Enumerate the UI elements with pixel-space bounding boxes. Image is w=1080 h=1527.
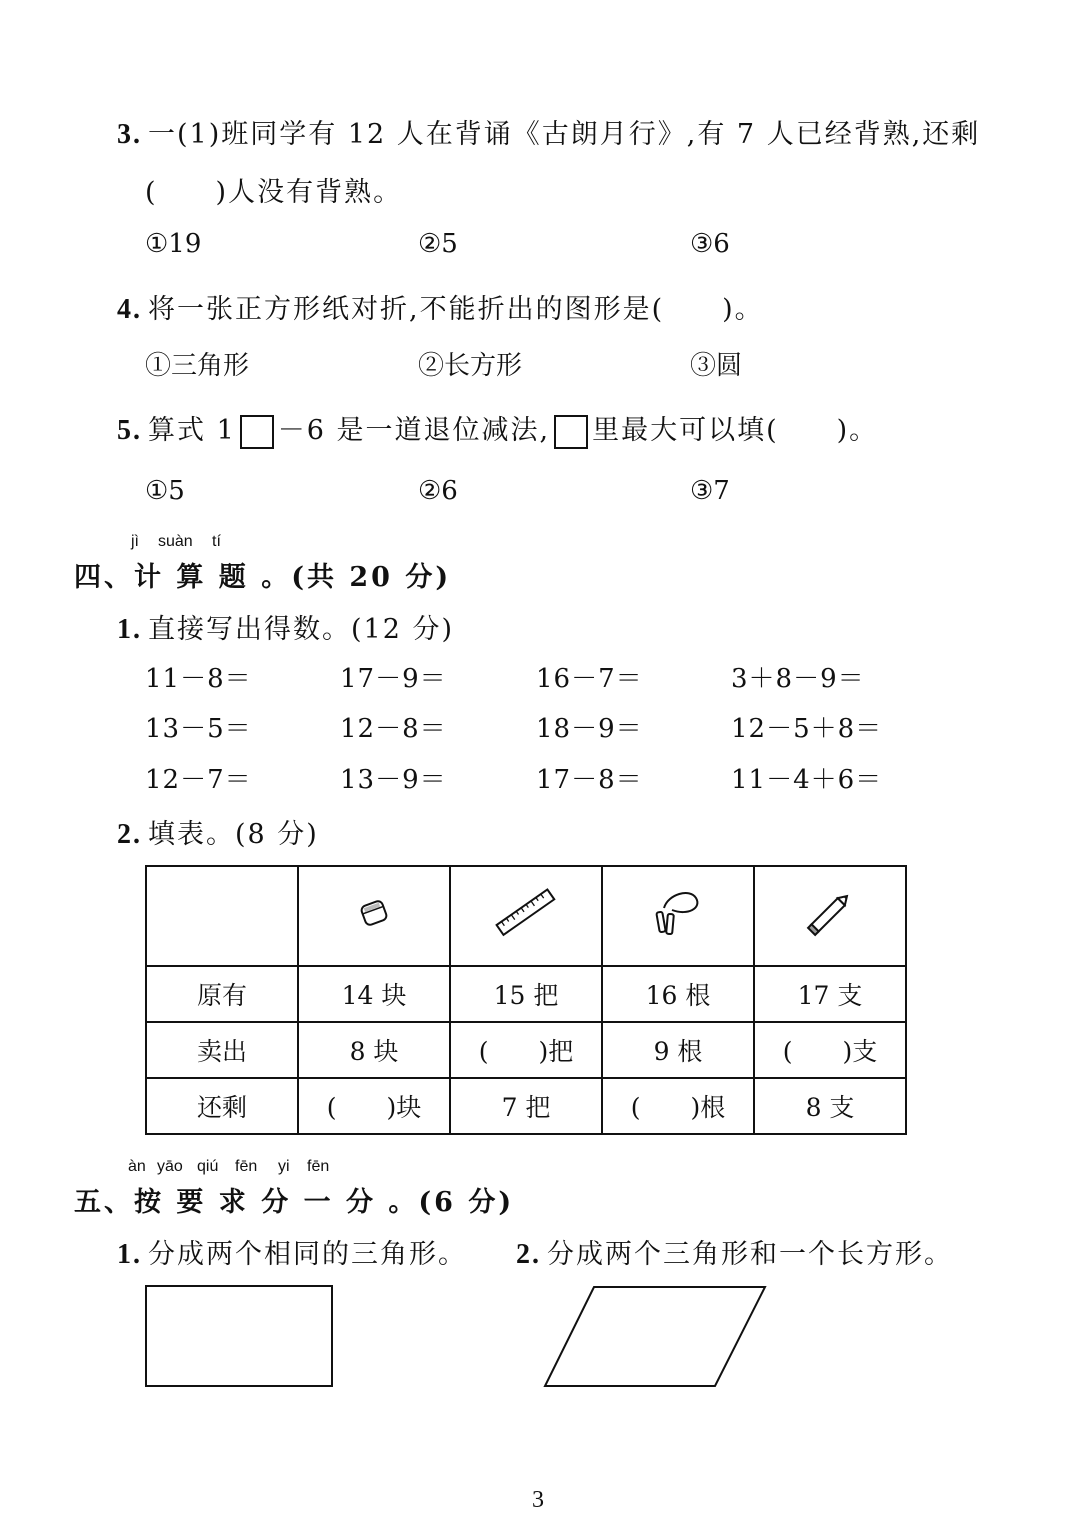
question-3-line2: ( )人没有背熟。 (145, 177, 403, 208)
table-row (146, 1022, 906, 1078)
pinyin: tí (212, 533, 221, 550)
calc-item: 17－9＝ (340, 664, 447, 694)
fill-table (145, 865, 907, 1135)
question-number: 5. (117, 415, 142, 446)
question-4 (117, 287, 764, 326)
question-text: 直接写出得数。(12 分) (148, 614, 455, 645)
question-text-c: 里最大可以填( )。 (592, 415, 879, 446)
question-3 (117, 112, 980, 151)
table-cell: 15 把 (450, 966, 602, 1022)
question-text: 一(1)班同学有 12 人在背诵《古朗月行》,有 7 人已经背熟,还剩 (148, 119, 981, 150)
option[interactable]: ②6 (418, 476, 458, 506)
calc-item: 17－8＝ (536, 765, 643, 795)
table-row (146, 966, 906, 1022)
calc-item: 12－5＋8＝ (731, 714, 883, 744)
calc-item: 11－4＋6＝ (731, 765, 883, 795)
blank-box (554, 415, 588, 449)
table-cell: 还剩 (146, 1078, 298, 1134)
option[interactable]: ③圆 (690, 351, 743, 381)
question-number: 3. (117, 119, 142, 150)
pinyin: jì (131, 533, 139, 550)
answer-blank-cell[interactable]: ( )支 (754, 1022, 906, 1078)
table-header-row (146, 866, 906, 966)
question-number: 2. (117, 819, 142, 850)
pinyin: àn (128, 1158, 146, 1175)
eraser-cell (298, 866, 450, 966)
question-4-1 (117, 607, 454, 646)
rectangle-figure[interactable] (140, 1280, 340, 1392)
option[interactable]: ①5 (145, 476, 185, 506)
jump-rope-cell (602, 866, 754, 966)
option[interactable]: ①三角形 (145, 351, 250, 381)
question-text: 分成两个相同的三角形。 (148, 1239, 467, 1270)
answer-blank-cell[interactable]: ( )块 (298, 1078, 450, 1134)
option[interactable]: ②5 (418, 229, 458, 259)
jump-rope-icon (648, 886, 708, 941)
pinyin: fēn (307, 1158, 330, 1175)
pinyin: yāo (157, 1158, 183, 1175)
question-text-a: 算式 1 (148, 415, 236, 446)
table-cell: 卖出 (146, 1022, 298, 1078)
table-cell: 原有 (146, 966, 298, 1022)
question-5 (117, 408, 878, 449)
calc-item: 11－8＝ (145, 664, 252, 694)
pinyin: suàn (158, 533, 193, 550)
calc-item: 12－7＝ (145, 765, 252, 795)
ruler-cell (450, 866, 602, 966)
question-4-2 (117, 812, 319, 851)
calc-item: 13－9＝ (340, 765, 447, 795)
question-5-2 (516, 1232, 953, 1271)
option[interactable]: ②长方形 (418, 351, 523, 381)
option[interactable]: ③7 (690, 476, 730, 506)
answer-blank-cell[interactable]: ( )把 (450, 1022, 602, 1078)
question-text: 将一张正方形纸对折,不能折出的图形是( )。 (148, 294, 764, 325)
pencil-icon (800, 883, 860, 943)
calc-item: 18－9＝ (536, 714, 643, 744)
question-number: 1. (117, 1239, 142, 1270)
option[interactable]: ③6 (690, 229, 730, 259)
table-cell: 16 根 (602, 966, 754, 1022)
pencil-cell (754, 866, 906, 966)
question-5-1 (117, 1232, 467, 1271)
ruler-icon (491, 883, 561, 943)
option[interactable]: ①19 (145, 229, 202, 259)
section-title: 五、按 要 求 分 一 分 。(6 分) (74, 1187, 515, 1218)
table-corner-cell (146, 866, 298, 966)
calc-item: 12－8＝ (340, 714, 447, 744)
question-text: 填表。(8 分) (148, 819, 319, 850)
pinyin: fēn (235, 1158, 258, 1175)
section-title: 四、计 算 题 。(共 20 分) (74, 562, 452, 593)
table-cell: 9 根 (602, 1022, 754, 1078)
calc-item: 3＋8－9＝ (731, 664, 865, 694)
table-row (146, 1078, 906, 1134)
table-cell: 8 块 (298, 1022, 450, 1078)
pinyin: yi (278, 1158, 290, 1175)
table-cell: 14 块 (298, 966, 450, 1022)
question-number: 1. (117, 614, 142, 645)
question-number: 2. (516, 1239, 541, 1270)
question-text: 分成两个三角形和一个长方形。 (547, 1239, 953, 1270)
answer-blank-cell[interactable]: ( )根 (602, 1078, 754, 1134)
pinyin: qiú (197, 1158, 219, 1175)
eraser-icon (354, 893, 394, 933)
table-cell: 17 支 (754, 966, 906, 1022)
parallelogram-figure[interactable] (540, 1280, 772, 1392)
blank-box[interactable] (240, 415, 274, 449)
calc-item: 16－7＝ (536, 664, 643, 694)
table-cell: 8 支 (754, 1078, 906, 1134)
calc-item: 13－5＝ (145, 714, 252, 744)
page-number: 3 (532, 1487, 544, 1513)
question-number: 4. (117, 294, 142, 325)
table-cell: 7 把 (450, 1078, 602, 1134)
question-text-b: －6 是一道退位减法, (277, 415, 551, 446)
